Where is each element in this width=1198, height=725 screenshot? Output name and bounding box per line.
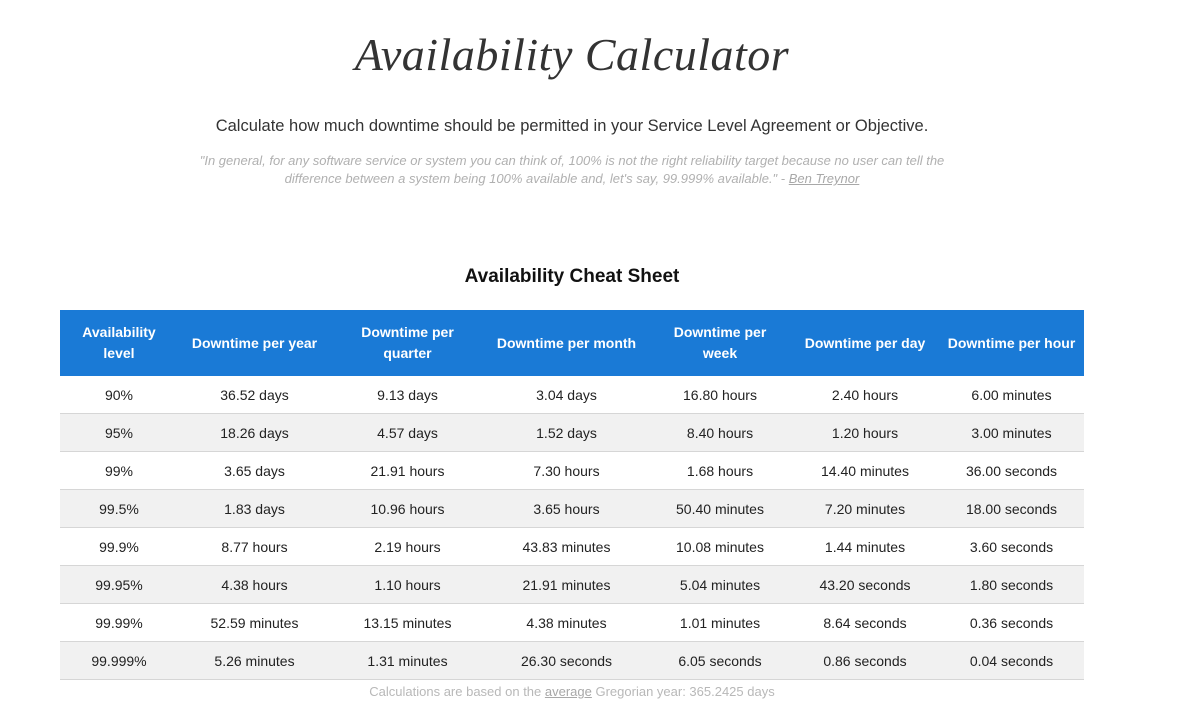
- cheat-sheet-title: Availability Cheat Sheet: [464, 266, 680, 287]
- table-row: [60, 528, 1084, 566]
- downtime-cell: 16.80 hours: [649, 376, 791, 414]
- downtime-cell: 7.20 minutes: [791, 490, 939, 528]
- downtime-cell: 5.26 minutes: [178, 642, 331, 680]
- downtime-cell: 1.01 minutes: [649, 604, 791, 642]
- downtime-cell: 1.44 minutes: [791, 528, 939, 566]
- page-subtitle: Calculate how much downtime should be permitted in your Service Level Agreement or Objective.: [215, 117, 929, 135]
- downtime-cell: 9.13 days: [331, 376, 484, 414]
- downtime-cell: 21.91 hours: [331, 452, 484, 490]
- downtime-cell: 1.10 hours: [331, 566, 484, 604]
- availability-level-cell: 95%: [60, 414, 178, 452]
- column-header: Downtime per quarter: [331, 310, 484, 376]
- downtime-cell: 5.04 minutes: [649, 566, 791, 604]
- quote-text: "In general, for any software service or system you can think of, 100% is not the right reliability target because no user can tell the difference between a system being 100% available and, let's say, 99.999% available." -: [199, 153, 945, 186]
- downtime-cell: 4.38 minutes: [484, 604, 649, 642]
- table-row: [60, 452, 1084, 490]
- availability-level-cell: 99.999%: [60, 642, 178, 680]
- downtime-cell: 50.40 minutes: [649, 490, 791, 528]
- column-header: Downtime per day: [791, 310, 939, 376]
- downtime-cell: 26.30 seconds: [484, 642, 649, 680]
- table-row: [60, 376, 1084, 414]
- footnote: [0, 684, 1144, 699]
- table-row: [60, 566, 1084, 604]
- page-title: Availability Calculator: [354, 29, 790, 80]
- availability-level-cell: 99.95%: [60, 566, 178, 604]
- column-header: Downtime per week: [649, 310, 791, 376]
- table-body: [60, 376, 1084, 680]
- downtime-cell: 8.77 hours: [178, 528, 331, 566]
- downtime-cell: 1.83 days: [178, 490, 331, 528]
- downtime-cell: 1.80 seconds: [939, 566, 1084, 604]
- downtime-cell: 6.05 seconds: [649, 642, 791, 680]
- downtime-cell: 0.86 seconds: [791, 642, 939, 680]
- downtime-cell: 36.52 days: [178, 376, 331, 414]
- downtime-cell: 3.00 minutes: [939, 414, 1084, 452]
- downtime-cell: 1.52 days: [484, 414, 649, 452]
- downtime-cell: 21.91 minutes: [484, 566, 649, 604]
- downtime-cell: 3.04 days: [484, 376, 649, 414]
- downtime-cell: 18.00 seconds: [939, 490, 1084, 528]
- table-header-row: [60, 310, 1084, 376]
- cheat-sheet-table: [60, 310, 1084, 680]
- downtime-cell: 3.60 seconds: [939, 528, 1084, 566]
- downtime-cell: 0.36 seconds: [939, 604, 1084, 642]
- downtime-cell: 3.65 hours: [484, 490, 649, 528]
- quote: [190, 152, 954, 188]
- availability-level-cell: 90%: [60, 376, 178, 414]
- table-row: [60, 414, 1084, 452]
- downtime-cell: 4.57 days: [331, 414, 484, 452]
- downtime-cell: 43.83 minutes: [484, 528, 649, 566]
- column-header: Downtime per year: [178, 310, 331, 376]
- quote-author-link[interactable]: Ben Treynor: [788, 171, 860, 186]
- downtime-cell: 2.40 hours: [791, 376, 939, 414]
- footnote-suffix: Gregorian year: 365.2425 days: [591, 684, 775, 699]
- downtime-cell: 7.30 hours: [484, 452, 649, 490]
- column-header: Downtime per hour: [939, 310, 1084, 376]
- downtime-cell: 10.08 minutes: [649, 528, 791, 566]
- downtime-cell: 10.96 hours: [331, 490, 484, 528]
- availability-level-cell: 99.9%: [60, 528, 178, 566]
- availability-level-cell: 99.99%: [60, 604, 178, 642]
- downtime-cell: 4.38 hours: [178, 566, 331, 604]
- downtime-cell: 6.00 minutes: [939, 376, 1084, 414]
- downtime-cell: 1.68 hours: [649, 452, 791, 490]
- column-header: Downtime per month: [484, 310, 649, 376]
- average-link[interactable]: average: [544, 684, 592, 699]
- downtime-cell: 8.40 hours: [649, 414, 791, 452]
- downtime-cell: 52.59 minutes: [178, 604, 331, 642]
- downtime-cell: 43.20 seconds: [791, 566, 939, 604]
- downtime-cell: 1.20 hours: [791, 414, 939, 452]
- downtime-cell: 1.31 minutes: [331, 642, 484, 680]
- downtime-cell: 14.40 minutes: [791, 452, 939, 490]
- downtime-cell: 36.00 seconds: [939, 452, 1084, 490]
- downtime-cell: 13.15 minutes: [331, 604, 484, 642]
- downtime-cell: 3.65 days: [178, 452, 331, 490]
- footnote-prefix: Calculations are based on the: [369, 684, 545, 699]
- availability-level-cell: 99%: [60, 452, 178, 490]
- downtime-cell: 0.04 seconds: [939, 642, 1084, 680]
- column-header: Availability level: [60, 310, 178, 376]
- table-row: [60, 490, 1084, 528]
- downtime-cell: 18.26 days: [178, 414, 331, 452]
- downtime-cell: 2.19 hours: [331, 528, 484, 566]
- table-row: [60, 642, 1084, 680]
- table-row: [60, 604, 1084, 642]
- availability-level-cell: 99.5%: [60, 490, 178, 528]
- downtime-cell: 8.64 seconds: [791, 604, 939, 642]
